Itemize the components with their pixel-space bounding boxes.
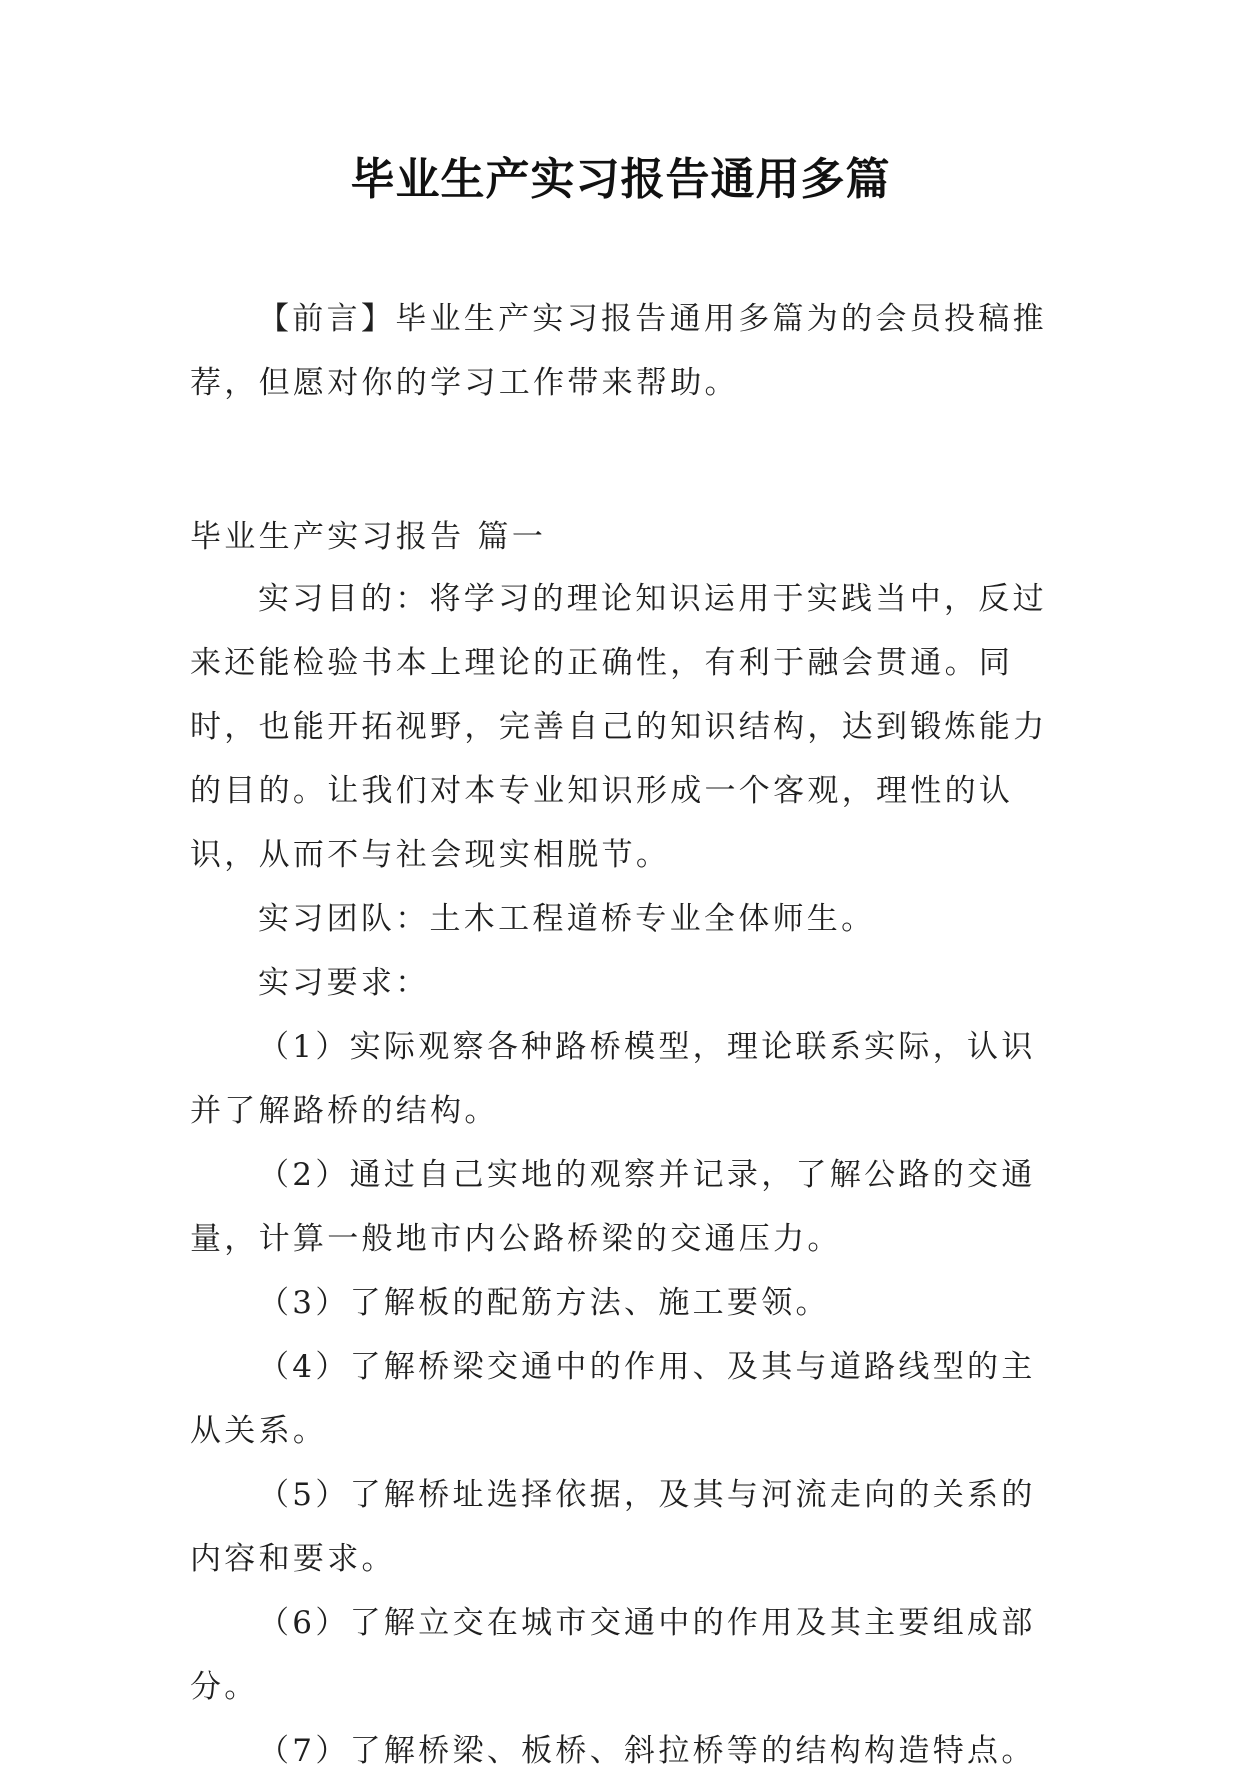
- spacer: [190, 415, 1050, 507]
- document-title: 毕业生产实习报告通用多篇: [350, 154, 891, 205]
- paragraph-requirements-heading: 实习要求：: [258, 965, 430, 1001]
- requirement-item: （2）通过自己实地的观察并记录，了解公路的交通量，计算一般地市内公路桥梁的交通压力。: [190, 1157, 1036, 1257]
- intro-paragraph: 【前言】毕业生产实习报告通用多篇为的会员投稿推荐，但愿对你的学习工作带来帮助。: [190, 301, 1047, 401]
- document-body: [190, 287, 1050, 1783]
- requirement-item: （5）了解桥址选择依据，及其与河流走向的关系的内容和要求。: [190, 1477, 1036, 1577]
- requirement-item: （6）了解立交在城市交通中的作用及其主要组成部分。: [190, 1605, 1036, 1705]
- paragraph-team: 实习团队：土木工程道桥专业全体师生。: [258, 901, 876, 937]
- requirement-item: （7）了解桥梁、板桥、斜拉桥等的结构构造特点。: [258, 1733, 1036, 1769]
- requirement-item: （4）了解桥梁交通中的作用、及其与道路线型的主从关系。: [190, 1349, 1036, 1449]
- requirement-item: （3）了解板的配筋方法、施工要领。: [258, 1285, 830, 1321]
- paragraph-purpose: 实习目的：将学习的理论知识运用于实践当中，反过来还能检验书本上理论的正确性，有利于融会贯通。同时，也能开拓视野，完善自己的知识结构，达到锻炼能力的目的。让我们对本专业知识形成一个客观，理性的认识，从而不与社会现实相脱节。: [190, 581, 1048, 873]
- requirement-item: （1）实际观察各种路桥模型，理论联系实际，认识并了解路桥的结构。: [190, 1029, 1036, 1129]
- section-heading: 毕业生产实习报告 篇一: [190, 519, 547, 555]
